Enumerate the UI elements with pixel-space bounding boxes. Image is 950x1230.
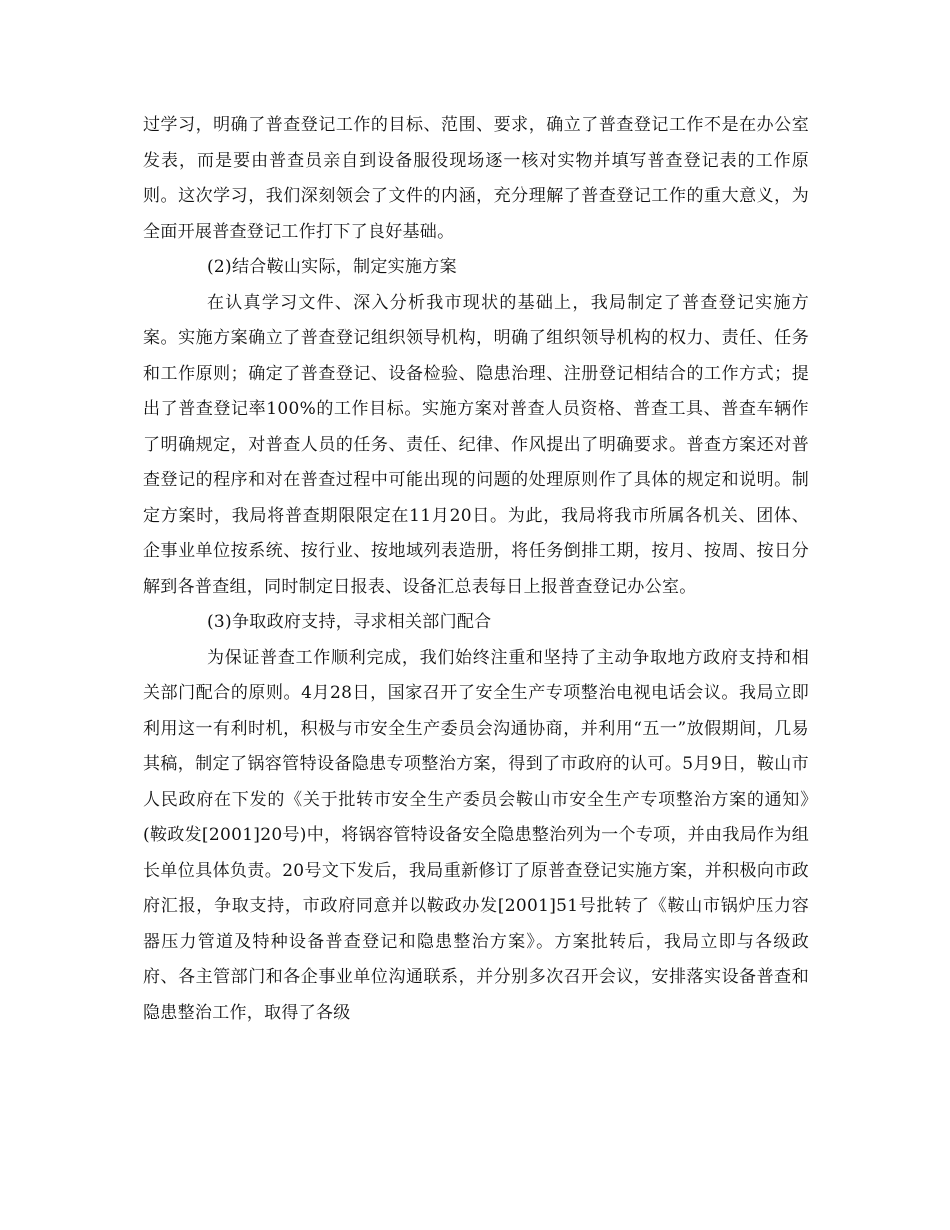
section-heading-2: (2)结合鞍山实际，制定实施方案	[207, 257, 457, 277]
paragraph-government-support: 为保证普查工作顺利完成，我们始终注重和坚持了主动争取地方政府支持和相关部门配合的原则。4月28日，国家召开了安全生产专项整治电视电话会议。我局立即利用这一有利时机，积极与市安全生产委员会沟通协商，并利用“五一”放假期间，几易其稿，制定了锅容管特设备隐患专项整治方案，得到了市政府的认可。5月9日，鞍山市人民政府在下发的《关于批转市安全生产委员会鞍山市安全生产专项整治方案的通知》 (鞍政发[2001]20号)中，将锅容管特设备安全隐患整治列为一个专项，并由我局作为组长单位具体负责。20号文下发后，我局重新修订了原普查登记实施方案，并积极向市政府汇报，争取支持，市政府同意并以鞍政办发[2001]51号批转了《鞍山市锅炉压力容器压力管道及特种设备普查登记和隐患整治方案》。方案批转后，我局立即与各级政府、各主管部门和各企事业单位沟通联系，并分别多次召开会议，安排落实设备普查和隐患整治工作，取得了各级	[143, 647, 844, 1023]
section-heading-3: (3)争取政府支持，寻求相关部门配合	[207, 612, 492, 632]
paragraph-continuation: 过学习，明确了普查登记工作的目标、范围、要求，确立了普查登记工作不是在办公室发表，而是要由普查员亲自到设备服役现场逐一核对实物并填写普查登记表的工作原则。这次学习，我们深刻领会了文件的内涵，充分理解了普查登记工作的重大意义，为全面开展普查登记工作打下了良好基础。	[143, 115, 809, 242]
document-body	[143, 108, 844, 1031]
paragraph-implementation-plan: 在认真学习文件、深入分析我市现状的基础上，我局制定了普查登记实施方案。实施方案确立了普查登记组织领导机构，明确了组织领导机构的权力、责任、任务和工作原则；确定了普查登记、设备检验、隐患治理、注册登记相结合的工作方式；提出了普查登记率100%的工作目标。实施方案对普查人员资格、普查工具、普查车辆作了明确规定，对普查人员的任务、责任、纪律、作风提出了明确要求。普查方案还对普查登记的程序和对在普查过程中可能出现的问题的处理原则作了具体的规定和说明。制定方案时，我局将普查期限限定在11月20日。为此，我局将我市所属各机关、团体、企事业单位按系统、按行业、按地域列表造册，将任务倒排工期，按月、按周、按日分解到各普查组，同时制定日报表、设备汇总表每日上报普查登记办公室。	[143, 292, 809, 597]
